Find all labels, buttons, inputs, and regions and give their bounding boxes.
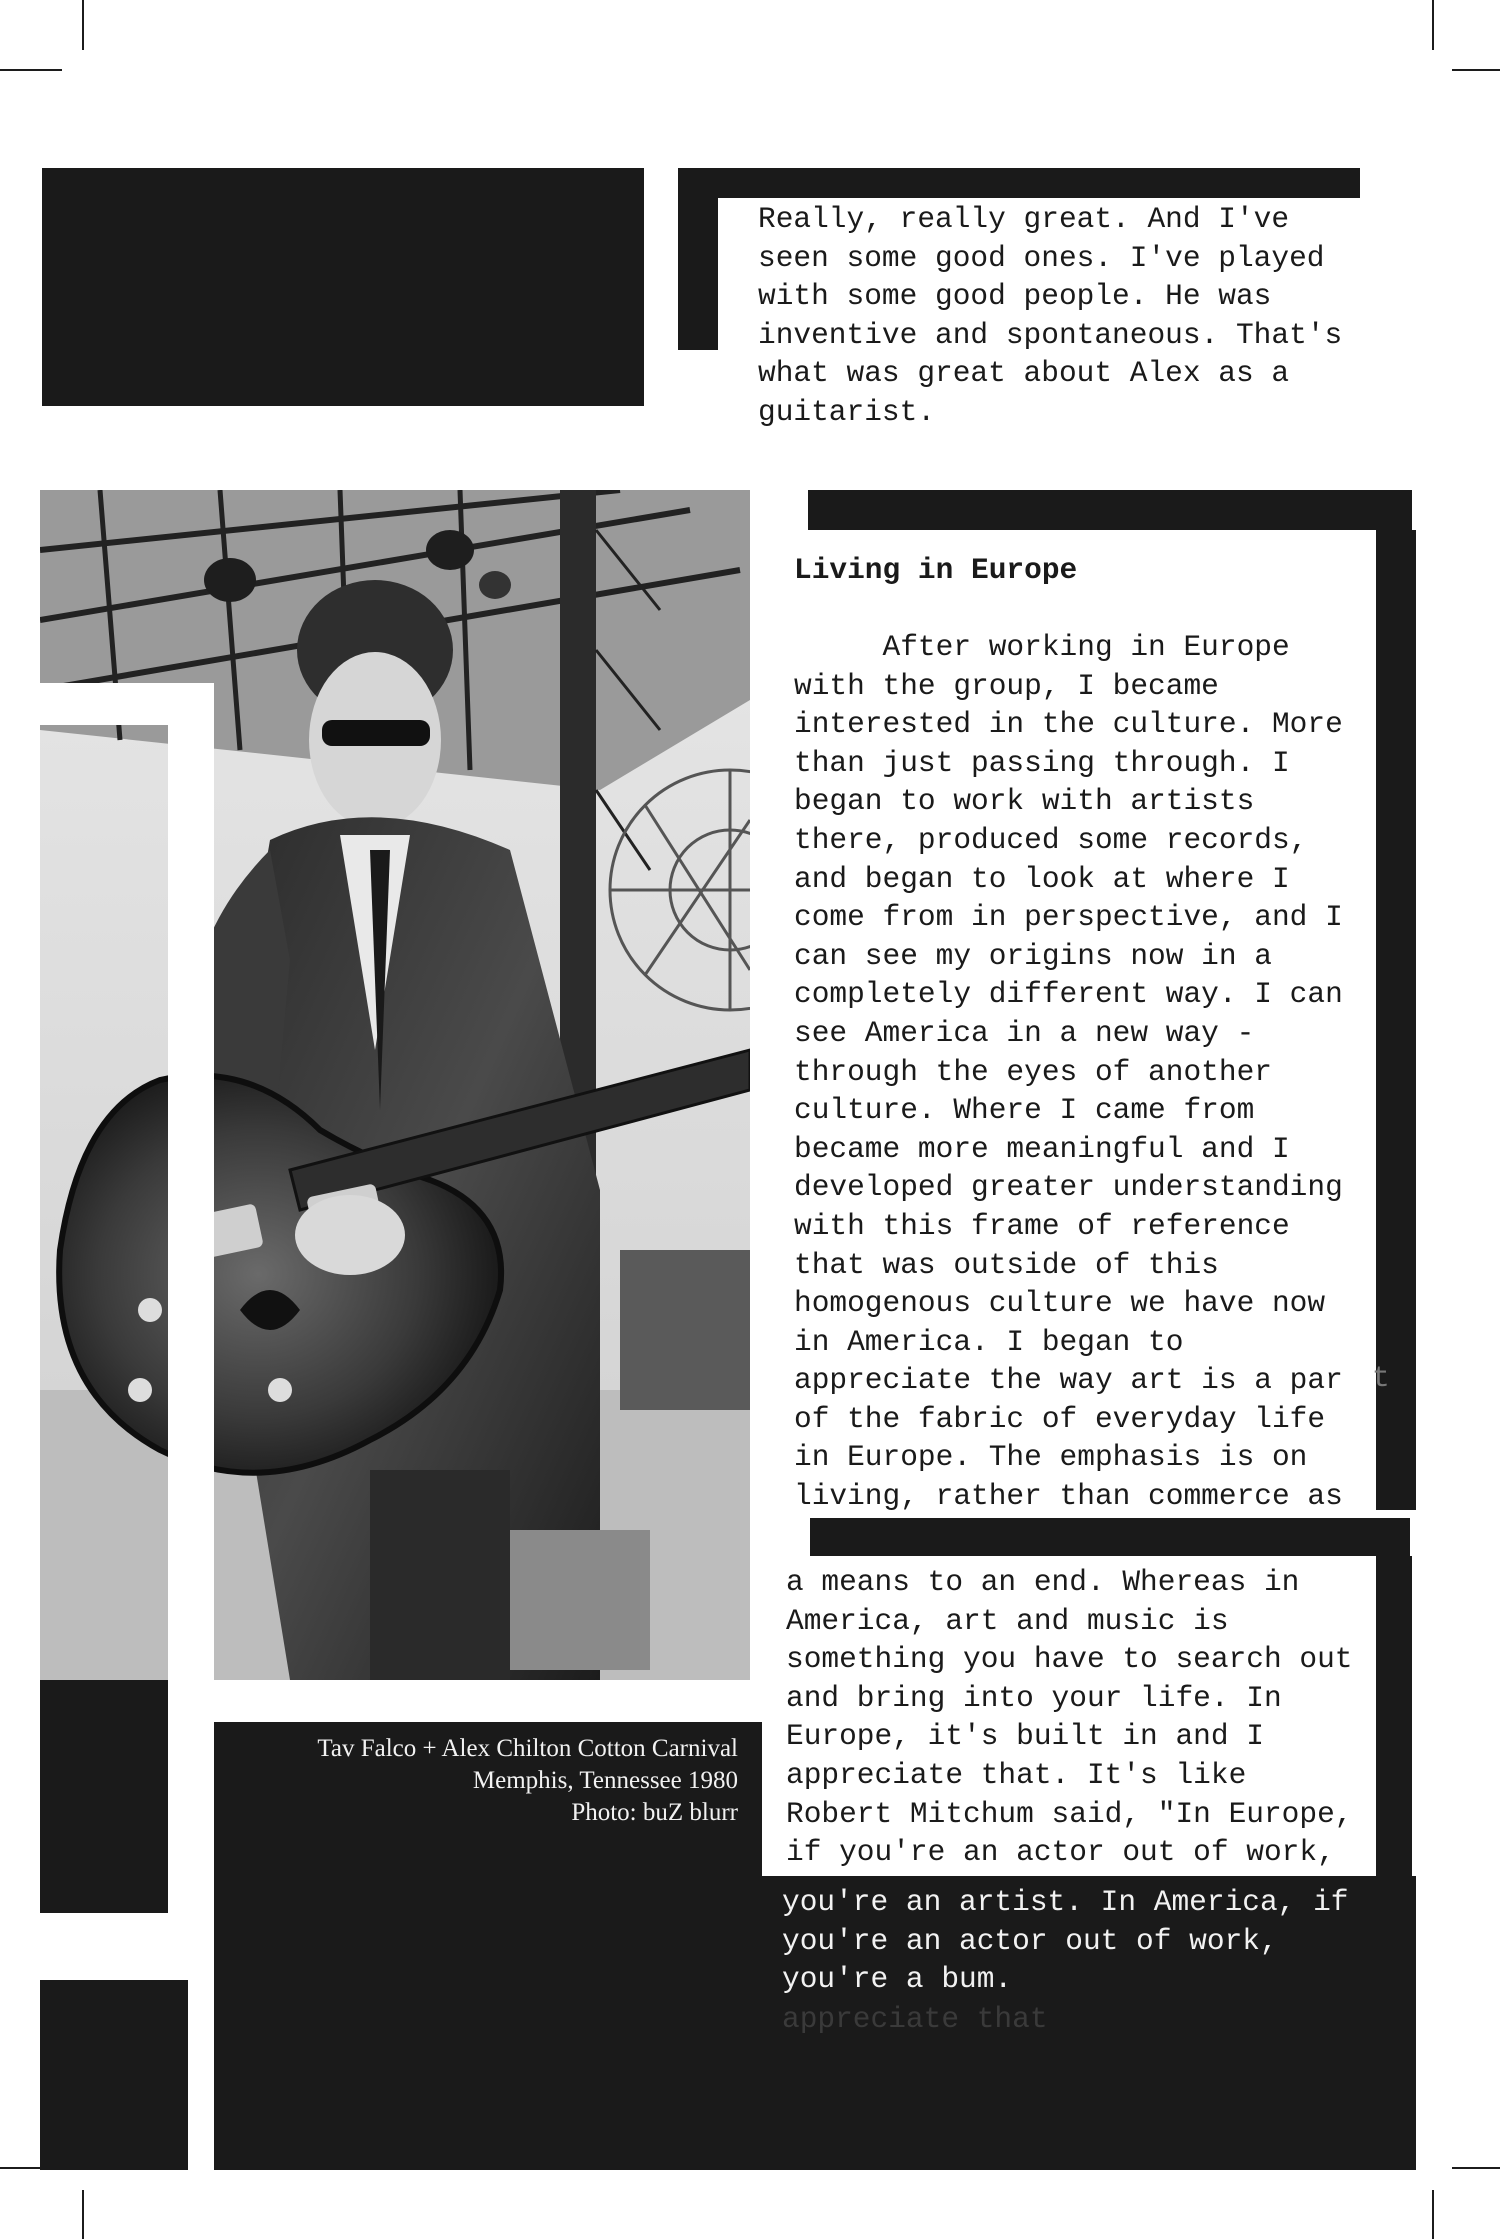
text-line: and bring into your life. In	[786, 1680, 1282, 1715]
caption-line: Photo: buZ blurr	[571, 1799, 738, 1826]
text-line: with the group, I became	[794, 668, 1219, 703]
text-line: you're an artist. In America, if	[782, 1885, 1349, 1919]
ghost-text: appreciate that	[782, 2002, 1048, 2036]
text-line: you're an actor out of work,	[782, 1923, 1278, 1958]
text-line: a means to an end. Whereas in	[786, 1565, 1300, 1599]
text-line: After working in Europe	[794, 630, 1290, 664]
section-right-bar-lower	[1376, 1556, 1412, 1876]
text-line: in Europe. The emphasis is on	[794, 1440, 1308, 1475]
top-left-black-block	[42, 168, 644, 406]
text-line: something you have to search out	[786, 1642, 1353, 1677]
section-column-1	[794, 628, 1343, 1516]
text-line: with some good people. He was	[758, 279, 1272, 314]
text-line: and began to look at where I	[794, 861, 1290, 896]
section-heading: Living in Europe	[794, 553, 1078, 587]
text-line: appreciate the way art is a par	[794, 1363, 1343, 1398]
caption-line: Tav Falco + Alex Chilton Cotton Carnival	[317, 1735, 738, 1762]
text-line: became more meaningful and I	[794, 1131, 1290, 1166]
text-line: with this frame of reference	[794, 1208, 1290, 1243]
text-line: homogenous culture we have now	[794, 1286, 1326, 1321]
text-line: developed greater understanding	[794, 1170, 1343, 1205]
text-line: began to work with artists	[794, 784, 1255, 819]
white-frame-strip	[40, 683, 214, 725]
white-frame-left	[168, 683, 214, 1913]
text-line: can see my origins now in a	[794, 938, 1272, 973]
white-frame-bottom	[40, 1913, 214, 1980]
text-line: there, produced some records,	[794, 822, 1308, 857]
crop-mark-top-right-h	[1452, 69, 1500, 71]
caption-line: Memphis, Tennessee 1980	[472, 1767, 738, 1794]
section-top-bar	[808, 490, 1412, 530]
text-line: Really, really great. And I've	[758, 202, 1290, 236]
crop-mark-bottom-right-v	[1432, 2190, 1434, 2239]
crop-mark-bottom-left-v	[82, 2190, 84, 2239]
section-column-3	[782, 1883, 1349, 1999]
text-line: than just passing through. I	[794, 745, 1290, 780]
text-line: that was outside of this	[794, 1247, 1219, 1282]
text-line: culture. Where I came from	[794, 1093, 1255, 1128]
amplifier	[620, 1250, 750, 1410]
text-line: through the eyes of another	[794, 1054, 1272, 1089]
text-line: living, rather than commerce as	[794, 1479, 1343, 1514]
text-line: of the fabric of everyday life	[794, 1401, 1326, 1436]
text-line: see America in a new way -	[794, 1015, 1255, 1050]
section-column-2	[786, 1563, 1353, 1872]
text-line: interested in the culture. More	[794, 707, 1343, 742]
crop-mark-top-left-v	[82, 0, 84, 50]
text-line: Robert Mitchum said, "In Europe,	[786, 1796, 1353, 1831]
photo-caption	[214, 1733, 738, 1829]
text-line: you're a bum.	[782, 1962, 1013, 1997]
text-line: inventive and spontaneous. That's	[758, 317, 1343, 352]
text-line: what was great about Alex as a	[758, 356, 1290, 391]
text-line: America, art and music is	[786, 1603, 1229, 1638]
section-middle-bar	[810, 1518, 1410, 1556]
crop-mark-top-left-h	[0, 69, 62, 71]
text-line: if you're an actor out of work,	[786, 1835, 1335, 1870]
text-line: come from in perspective, and I	[794, 900, 1343, 935]
overflow-letter: t	[1372, 1361, 1390, 1395]
text-line: guitarist.	[758, 394, 936, 429]
text-line: appreciate that. It's like	[786, 1757, 1247, 1792]
intro-text	[758, 200, 1342, 432]
text-line: Europe, it's built in and I	[786, 1719, 1264, 1754]
bottom-left-black-block	[40, 1980, 188, 2170]
text-line: seen some good ones. I've played	[758, 240, 1325, 275]
monitor-speaker	[510, 1530, 650, 1670]
top-left-bracket	[678, 168, 718, 350]
crop-mark-bottom-right-h	[1452, 2167, 1500, 2169]
text-line: completely different way. I can	[794, 977, 1343, 1012]
top-bar	[678, 168, 1360, 198]
crop-mark-top-right-v	[1432, 0, 1434, 50]
text-line: in America. I began to	[794, 1324, 1184, 1359]
